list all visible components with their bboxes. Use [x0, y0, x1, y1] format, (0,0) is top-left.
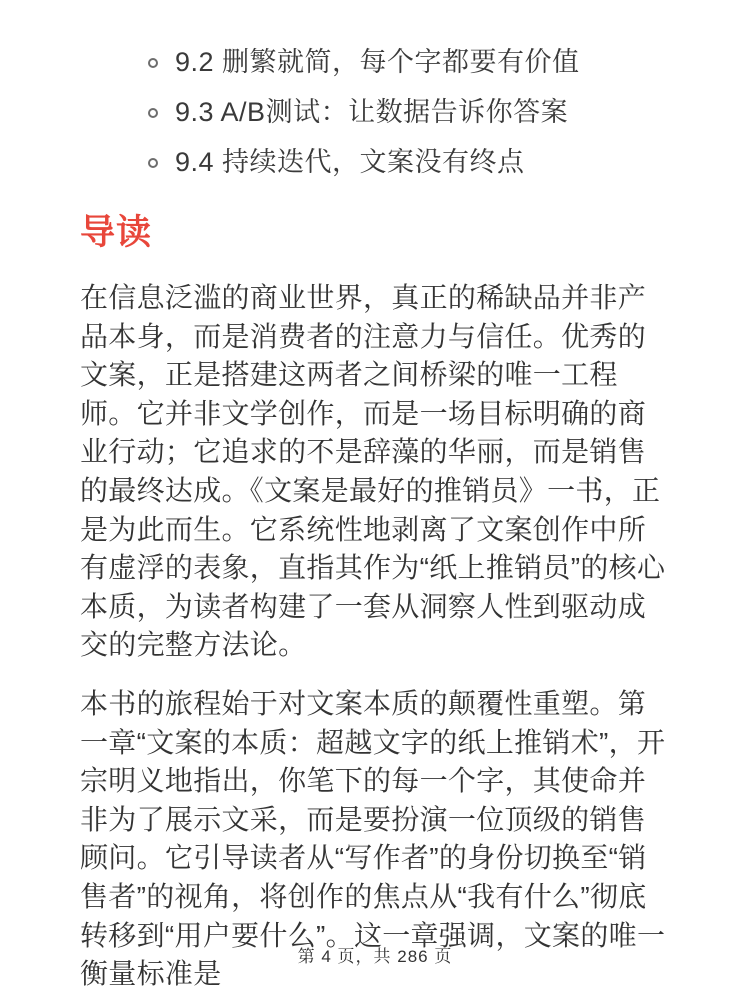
- circle-bullet-icon: [148, 58, 158, 68]
- toc-item-label: 9.2 删繁就简，每个字都要有价值: [175, 47, 580, 77]
- toc-item-label: 9.4 持续迭代，文案没有终点: [175, 147, 525, 177]
- circle-bullet-icon: [148, 158, 158, 168]
- circle-bullet-icon: [148, 108, 158, 118]
- page-number-footer: 第 4 页，共 286 页: [297, 947, 453, 966]
- toc-item-9-2: [148, 48, 672, 77]
- toc-item-label: 9.3 A/B测试：让数据告诉你答案: [175, 97, 569, 127]
- section-heading: 导读: [80, 213, 153, 252]
- paragraph-intro-1: 在信息泛滥的商业世界，真正的稀缺品并非产品本身，而是消费者的注意力与信任。优秀的文案，正是搭建这两者之间桥梁的唯一工程师。它并非文学创作，而是一场目标明确的商业行动；它追求的不是辞藻的华丽，而是销售的最终达成。《文案是最好的推销员》一书，正是为此而生。它系统性地剥离了文案创作中所有虚浮的表象，直指其作为“纸上推销员”的核心本质，为读者构建了一套从洞察人性到驱动成交的完整方法论。: [80, 282, 666, 661]
- toc-list: [80, 48, 672, 177]
- paragraph-intro-2: 本书的旅程始于对文案本质的颠覆性重塑。第一章“文案的本质：超越文字的纸上推销术”，开宗明义地指出，你笔下的每一个字，其使命并非为了展示文采，而是要扮演一位顶级的销售顾问。它引导读者从“写作者”的身份切换至“销售者”的视角，将创作的焦点从“我有什么”彻底转移到“用户要什么”。这一章强调，文案的唯一衡量标准是: [80, 687, 666, 990]
- toc-item-9-4: [148, 148, 672, 177]
- toc-item-9-3: [148, 98, 672, 127]
